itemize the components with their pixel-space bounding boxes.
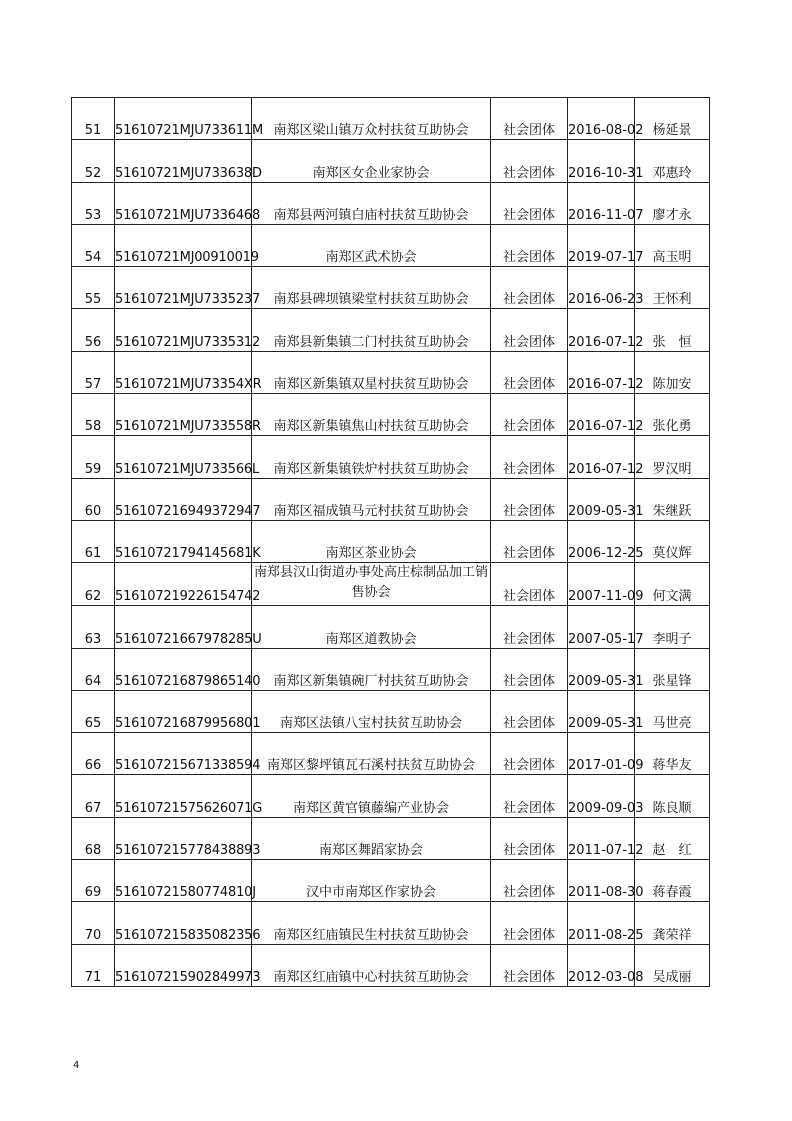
table-row (72, 775, 710, 817)
credit-code-cell: 516107215778438893 (115, 817, 252, 859)
legal-representative-cell: 陈良顺 (635, 775, 710, 817)
row-number-cell: 67 (72, 775, 115, 817)
organization-type-cell: 社会团体 (491, 436, 568, 478)
table-row (72, 478, 710, 520)
credit-code-cell: 51610721MJU7335237 (115, 267, 252, 309)
legal-representative-cell: 陈加安 (635, 351, 710, 393)
organization-name-cell: 南郑区法镇八宝村扶贫互助协会 (252, 690, 491, 732)
organization-type-cell: 社会团体 (491, 351, 568, 393)
legal-representative-cell: 张 恒 (635, 309, 710, 351)
row-number-cell: 54 (72, 224, 115, 266)
organization-name-cell: 南郑县两河镇白庙村扶贫互助协会 (252, 182, 491, 224)
organization-name-cell: 南郑区红庙镇民生村扶贫互助协会 (252, 902, 491, 944)
organization-name-cell: 汉中市南郑区作家协会 (252, 860, 491, 902)
organization-name-cell: 南郑区舞蹈家协会 (252, 817, 491, 859)
legal-representative-cell: 王怀利 (635, 267, 710, 309)
registration-date-cell: 2016-08-02 (568, 98, 635, 140)
registration-date-cell: 2009-09-03 (568, 775, 635, 817)
registration-date-cell: 2011-08-30 (568, 860, 635, 902)
registration-date-cell: 2016-11-07 (568, 182, 635, 224)
credit-code-cell: 516107215902849973 (115, 944, 252, 986)
legal-representative-cell: 朱继跃 (635, 478, 710, 520)
row-number-cell: 53 (72, 182, 115, 224)
organization-type-cell: 社会团体 (491, 902, 568, 944)
organization-name-cell: 南郑区新集镇碗厂村扶贫互助协会 (252, 648, 491, 690)
organization-name-cell: 南郑县新集镇二门村扶贫互助协会 (252, 309, 491, 351)
organization-type-cell: 社会团体 (491, 309, 568, 351)
legal-representative-cell: 龚荣祥 (635, 902, 710, 944)
organization-type-cell: 社会团体 (491, 478, 568, 520)
credit-code-cell: 51610721MJU733566L (115, 436, 252, 478)
registration-date-cell: 2011-08-25 (568, 902, 635, 944)
row-number-cell: 62 (72, 563, 115, 606)
organization-type-cell: 社会团体 (491, 140, 568, 182)
registration-date-cell: 2007-11-09 (568, 563, 635, 606)
table-row (72, 351, 710, 393)
organization-name-cell: 南郑区新集镇双星村扶贫互助协会 (252, 351, 491, 393)
legal-representative-cell: 何文满 (635, 563, 710, 606)
legal-representative-cell: 高玉明 (635, 224, 710, 266)
organization-name-cell: 南郑区红庙镇中心村扶贫互助协会 (252, 944, 491, 986)
row-number-cell: 68 (72, 817, 115, 859)
credit-code-cell: 516107219226154742 (115, 563, 252, 606)
organization-name-cell: 南郑区新集镇铁炉村扶贫互助协会 (252, 436, 491, 478)
credit-code-cell: 516107216879956801 (115, 690, 252, 732)
credit-code-cell: 51610721MJU733611M (115, 98, 252, 140)
table-row (72, 520, 710, 562)
row-number-cell: 71 (72, 944, 115, 986)
organization-type-cell: 社会团体 (491, 224, 568, 266)
credit-code-cell: 51610721MJU733638D (115, 140, 252, 182)
table-row (72, 436, 710, 478)
row-number-cell: 55 (72, 267, 115, 309)
organization-registry-table (71, 97, 710, 987)
organization-name-cell: 南郑区女企业家协会 (252, 140, 491, 182)
organization-type-cell: 社会团体 (491, 98, 568, 140)
table-row (72, 690, 710, 732)
table-row (72, 902, 710, 944)
legal-representative-cell: 廖才永 (635, 182, 710, 224)
table-row (72, 98, 710, 140)
organization-name-cell: 南郑区茶业协会 (252, 520, 491, 562)
organization-type-cell: 社会团体 (491, 860, 568, 902)
table-row (72, 606, 710, 648)
row-number-cell: 63 (72, 606, 115, 648)
organization-name-cell: 南郑区道教协会 (252, 606, 491, 648)
organization-name-cell: 南郑县汉山街道办事处高庄棕制品加工销售协会 (252, 563, 491, 606)
registration-date-cell: 2009-05-31 (568, 690, 635, 732)
registration-date-cell: 2019-07-17 (568, 224, 635, 266)
table-row (72, 648, 710, 690)
row-number-cell: 58 (72, 394, 115, 436)
row-number-cell: 64 (72, 648, 115, 690)
organization-type-cell: 社会团体 (491, 944, 568, 986)
organization-name-cell: 南郑区武术协会 (252, 224, 491, 266)
credit-code-cell: 51610721MJ00910019 (115, 224, 252, 266)
row-number-cell: 65 (72, 690, 115, 732)
organization-name-cell: 南郑县碑坝镇梁堂村扶贫互助协会 (252, 267, 491, 309)
organization-type-cell: 社会团体 (491, 394, 568, 436)
row-number-cell: 60 (72, 478, 115, 520)
legal-representative-cell: 马世亮 (635, 690, 710, 732)
registration-date-cell: 2016-07-12 (568, 394, 635, 436)
legal-representative-cell: 罗汉明 (635, 436, 710, 478)
organization-name-cell: 南郑区黄官镇藤编产业协会 (252, 775, 491, 817)
legal-representative-cell: 蒋春霞 (635, 860, 710, 902)
organization-type-cell: 社会团体 (491, 648, 568, 690)
legal-representative-cell: 张星锋 (635, 648, 710, 690)
row-number-cell: 61 (72, 520, 115, 562)
legal-representative-cell: 蒋华友 (635, 733, 710, 775)
registration-date-cell: 2017-01-09 (568, 733, 635, 775)
registration-date-cell: 2007-05-17 (568, 606, 635, 648)
organization-name-cell: 南郑区新集镇焦山村扶贫互助协会 (252, 394, 491, 436)
registration-date-cell: 2016-07-12 (568, 436, 635, 478)
registration-date-cell: 2016-07-12 (568, 309, 635, 351)
page-number: 4 (73, 1060, 80, 1071)
registration-date-cell: 2009-05-31 (568, 478, 635, 520)
table-row (72, 817, 710, 859)
registration-date-cell: 2011-07-12 (568, 817, 635, 859)
organization-type-cell: 社会团体 (491, 520, 568, 562)
row-number-cell: 51 (72, 98, 115, 140)
organization-type-cell: 社会团体 (491, 606, 568, 648)
registration-date-cell: 2016-07-12 (568, 351, 635, 393)
table-row (72, 309, 710, 351)
table-row (72, 944, 710, 986)
organization-type-cell: 社会团体 (491, 563, 568, 606)
credit-code-cell: 516107215835082356 (115, 902, 252, 944)
legal-representative-cell: 赵 红 (635, 817, 710, 859)
row-number-cell: 70 (72, 902, 115, 944)
table-row (72, 860, 710, 902)
credit-code-cell: 516107216879865140 (115, 648, 252, 690)
organization-type-cell: 社会团体 (491, 267, 568, 309)
credit-code-cell: 51610721MJU733558R (115, 394, 252, 436)
table-row (72, 182, 710, 224)
table-row (72, 563, 710, 606)
table-row (72, 224, 710, 266)
credit-code-cell: 51610721MJU73354XR (115, 351, 252, 393)
organization-name-cell: 南郑区梁山镇万众村扶贫互助协会 (252, 98, 491, 140)
table-row (72, 733, 710, 775)
organization-name-cell: 南郑区福成镇马元村扶贫互助协会 (252, 478, 491, 520)
row-number-cell: 66 (72, 733, 115, 775)
credit-code-cell: 51610721MJU7336468 (115, 182, 252, 224)
row-number-cell: 59 (72, 436, 115, 478)
registry-table-body (72, 98, 710, 987)
credit-code-cell: 516107216949372947 (115, 478, 252, 520)
registration-date-cell: 2009-05-31 (568, 648, 635, 690)
row-number-cell: 69 (72, 860, 115, 902)
credit-code-cell: 51610721794145681K (115, 520, 252, 562)
registration-date-cell: 2016-06-23 (568, 267, 635, 309)
organization-name-cell: 南郑区黎坪镇瓦石溪村扶贫互助协会 (252, 733, 491, 775)
credit-code-cell: 516107215671338594 (115, 733, 252, 775)
credit-code-cell: 51610721580774810J (115, 860, 252, 902)
organization-type-cell: 社会团体 (491, 182, 568, 224)
registration-date-cell: 2016-10-31 (568, 140, 635, 182)
organization-type-cell: 社会团体 (491, 733, 568, 775)
credit-code-cell: 51610721575626071G (115, 775, 252, 817)
legal-representative-cell: 吴成丽 (635, 944, 710, 986)
credit-code-cell: 51610721667978285U (115, 606, 252, 648)
legal-representative-cell: 莫仪辉 (635, 520, 710, 562)
legal-representative-cell: 邓惠玲 (635, 140, 710, 182)
table-row (72, 140, 710, 182)
legal-representative-cell: 杨延景 (635, 98, 710, 140)
legal-representative-cell: 李明子 (635, 606, 710, 648)
row-number-cell: 56 (72, 309, 115, 351)
organization-type-cell: 社会团体 (491, 775, 568, 817)
registration-date-cell: 2006-12-25 (568, 520, 635, 562)
legal-representative-cell: 张化勇 (635, 394, 710, 436)
table-row (72, 267, 710, 309)
table-row (72, 394, 710, 436)
organization-type-cell: 社会团体 (491, 690, 568, 732)
row-number-cell: 57 (72, 351, 115, 393)
registration-date-cell: 2012-03-08 (568, 944, 635, 986)
organization-type-cell: 社会团体 (491, 817, 568, 859)
row-number-cell: 52 (72, 140, 115, 182)
credit-code-cell: 51610721MJU7335312 (115, 309, 252, 351)
